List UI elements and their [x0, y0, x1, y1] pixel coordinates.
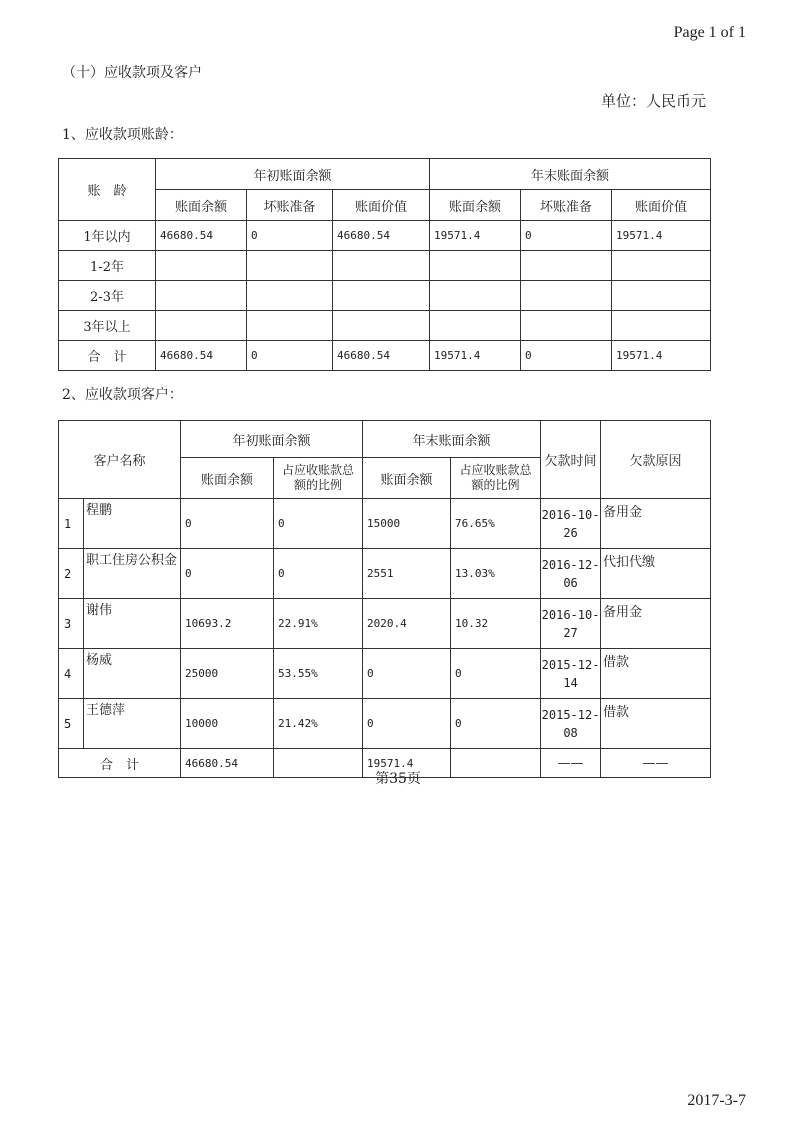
- row-index: 3: [59, 599, 84, 649]
- aging-cell: [612, 311, 711, 341]
- aging-cell: [247, 251, 333, 281]
- customer-name: 谢伟: [84, 599, 181, 649]
- end-ratio: 76.65%: [451, 499, 541, 549]
- customer-row: [59, 549, 711, 599]
- aging-row-label: 1-2年: [59, 251, 156, 281]
- aging-cell: [333, 251, 430, 281]
- begin-ratio: 22.91%: [274, 599, 363, 649]
- aging-cell: [247, 311, 333, 341]
- page-indicator: Page 1 of 1: [673, 24, 746, 41]
- aging-subheader: 账面余额: [156, 190, 247, 221]
- debt-time: 2015-12-08: [541, 699, 601, 749]
- section-title: （十）应收款项及客户: [62, 65, 202, 81]
- aging-row: [59, 311, 711, 341]
- begin-balance: 25000: [181, 649, 274, 699]
- subheader-balance: 账面余额: [363, 458, 451, 499]
- begin-balance: 10000: [181, 699, 274, 749]
- end-balance: 0: [363, 649, 451, 699]
- aging-cell: 46680.54: [333, 221, 430, 251]
- begin-ratio: 0: [274, 549, 363, 599]
- print-date: 2017-3-7: [687, 1092, 746, 1109]
- aging-row-label: 2-3年: [59, 281, 156, 311]
- aging-cell: 0: [247, 341, 333, 371]
- aging-cell: [247, 281, 333, 311]
- customer-row: [59, 599, 711, 649]
- end-balance: 15000: [363, 499, 451, 549]
- aging-cell: [521, 281, 612, 311]
- customer-name: 杨威: [84, 649, 181, 699]
- begin-ratio: 53.55%: [274, 649, 363, 699]
- aging-header-age: 账 龄: [59, 159, 156, 221]
- aging-cell: [612, 251, 711, 281]
- debt-reason: 借款: [601, 699, 711, 749]
- aging-row-label: 3年以上: [59, 311, 156, 341]
- end-balance: 2551: [363, 549, 451, 599]
- customer-name: 程鹏: [84, 499, 181, 549]
- aging-cell: 19571.4: [612, 341, 711, 371]
- debt-time: 2016-12-06: [541, 549, 601, 599]
- aging-total-row: [59, 341, 711, 371]
- aging-cell: [612, 281, 711, 311]
- header-customer-name: 客户名称: [59, 421, 181, 499]
- aging-row: [59, 281, 711, 311]
- row-index: 5: [59, 699, 84, 749]
- begin-ratio: 21.42%: [274, 699, 363, 749]
- row-index: 4: [59, 649, 84, 699]
- aging-cell: [521, 251, 612, 281]
- customer-row: [59, 649, 711, 699]
- aging-cell: 19571.4: [430, 221, 521, 251]
- customer-name: 职工住房公积金: [84, 549, 181, 599]
- end-ratio: 10.32: [451, 599, 541, 649]
- debt-time: 2015-12-14: [541, 649, 601, 699]
- aging-cell: [430, 251, 521, 281]
- end-balance: 2020.4: [363, 599, 451, 649]
- debt-reason: 代扣代缴: [601, 549, 711, 599]
- aging-cell: 46680.54: [333, 341, 430, 371]
- aging-cell: [430, 281, 521, 311]
- total-debt-reason: ——: [601, 749, 711, 778]
- total-end-balance: 19571.4: [363, 749, 451, 778]
- header-begin-balance: 年初账面余额: [181, 421, 363, 458]
- end-ratio: 13.03%: [451, 549, 541, 599]
- begin-balance: 0: [181, 549, 274, 599]
- aging-cell: 19571.4: [430, 341, 521, 371]
- end-ratio: 0: [451, 699, 541, 749]
- aging-header-begin: 年初账面余额: [156, 159, 430, 190]
- header-debt-reason: 欠款原因: [601, 421, 711, 499]
- subheader-ratio: 占应收账款总额的比例: [451, 458, 541, 499]
- aging-cell: [156, 311, 247, 341]
- total-begin-balance: 46680.54: [181, 749, 274, 778]
- aging-cell: [156, 281, 247, 311]
- aging-cell: 0: [521, 341, 612, 371]
- aging-cell: 46680.54: [156, 341, 247, 371]
- customers-table: [58, 420, 711, 778]
- aging-subheader: 账面价值: [333, 190, 430, 221]
- aging-cell: [156, 251, 247, 281]
- aging-cell: 0: [521, 221, 612, 251]
- row-index: 2: [59, 549, 84, 599]
- aging-cell: 0: [247, 221, 333, 251]
- header-debt-time: 欠款时间: [541, 421, 601, 499]
- aging-row: [59, 251, 711, 281]
- aging-cell: [333, 281, 430, 311]
- header-end-balance: 年末账面余额: [363, 421, 541, 458]
- aging-cell: [521, 311, 612, 341]
- aging-cell: [333, 311, 430, 341]
- begin-balance: 10693.2: [181, 599, 274, 649]
- debt-time: 2016-10-27: [541, 599, 601, 649]
- debt-reason: 备用金: [601, 599, 711, 649]
- aging-row-label: 1年以内: [59, 221, 156, 251]
- end-ratio: 0: [451, 649, 541, 699]
- page-number: 第35页: [375, 771, 421, 787]
- aging-cell: 19571.4: [612, 221, 711, 251]
- customer-name: 王德萍: [84, 699, 181, 749]
- subheader-balance: 账面余额: [181, 458, 274, 499]
- currency-unit: 单位：人民币元: [600, 92, 706, 110]
- aging-subheader: 账面余额: [430, 190, 521, 221]
- aging-table: [58, 158, 711, 371]
- subheader-ratio: 占应收账款总额的比例: [274, 458, 363, 499]
- debt-reason: 借款: [601, 649, 711, 699]
- total-label: 合 计: [59, 749, 181, 778]
- aging-cell: [430, 311, 521, 341]
- aging-row-label: 合 计: [59, 341, 156, 371]
- aging-subheader: 坏账准备: [247, 190, 333, 221]
- aging-cell: 46680.54: [156, 221, 247, 251]
- aging-row: [59, 221, 711, 251]
- end-balance: 0: [363, 699, 451, 749]
- aging-subheader: 账面价值: [612, 190, 711, 221]
- customers-title: 2、应收款项客户：: [62, 387, 183, 403]
- begin-balance: 0: [181, 499, 274, 549]
- debt-time: 2016-10-26: [541, 499, 601, 549]
- row-index: 1: [59, 499, 84, 549]
- aging-subheader: 坏账准备: [521, 190, 612, 221]
- customer-row: [59, 699, 711, 749]
- aging-title: 1、应收款项账龄：: [62, 127, 183, 143]
- aging-header-end: 年末账面余额: [430, 159, 711, 190]
- total-debt-time: ——: [541, 749, 601, 778]
- begin-ratio: 0: [274, 499, 363, 549]
- debt-reason: 备用金: [601, 499, 711, 549]
- customer-row: [59, 499, 711, 549]
